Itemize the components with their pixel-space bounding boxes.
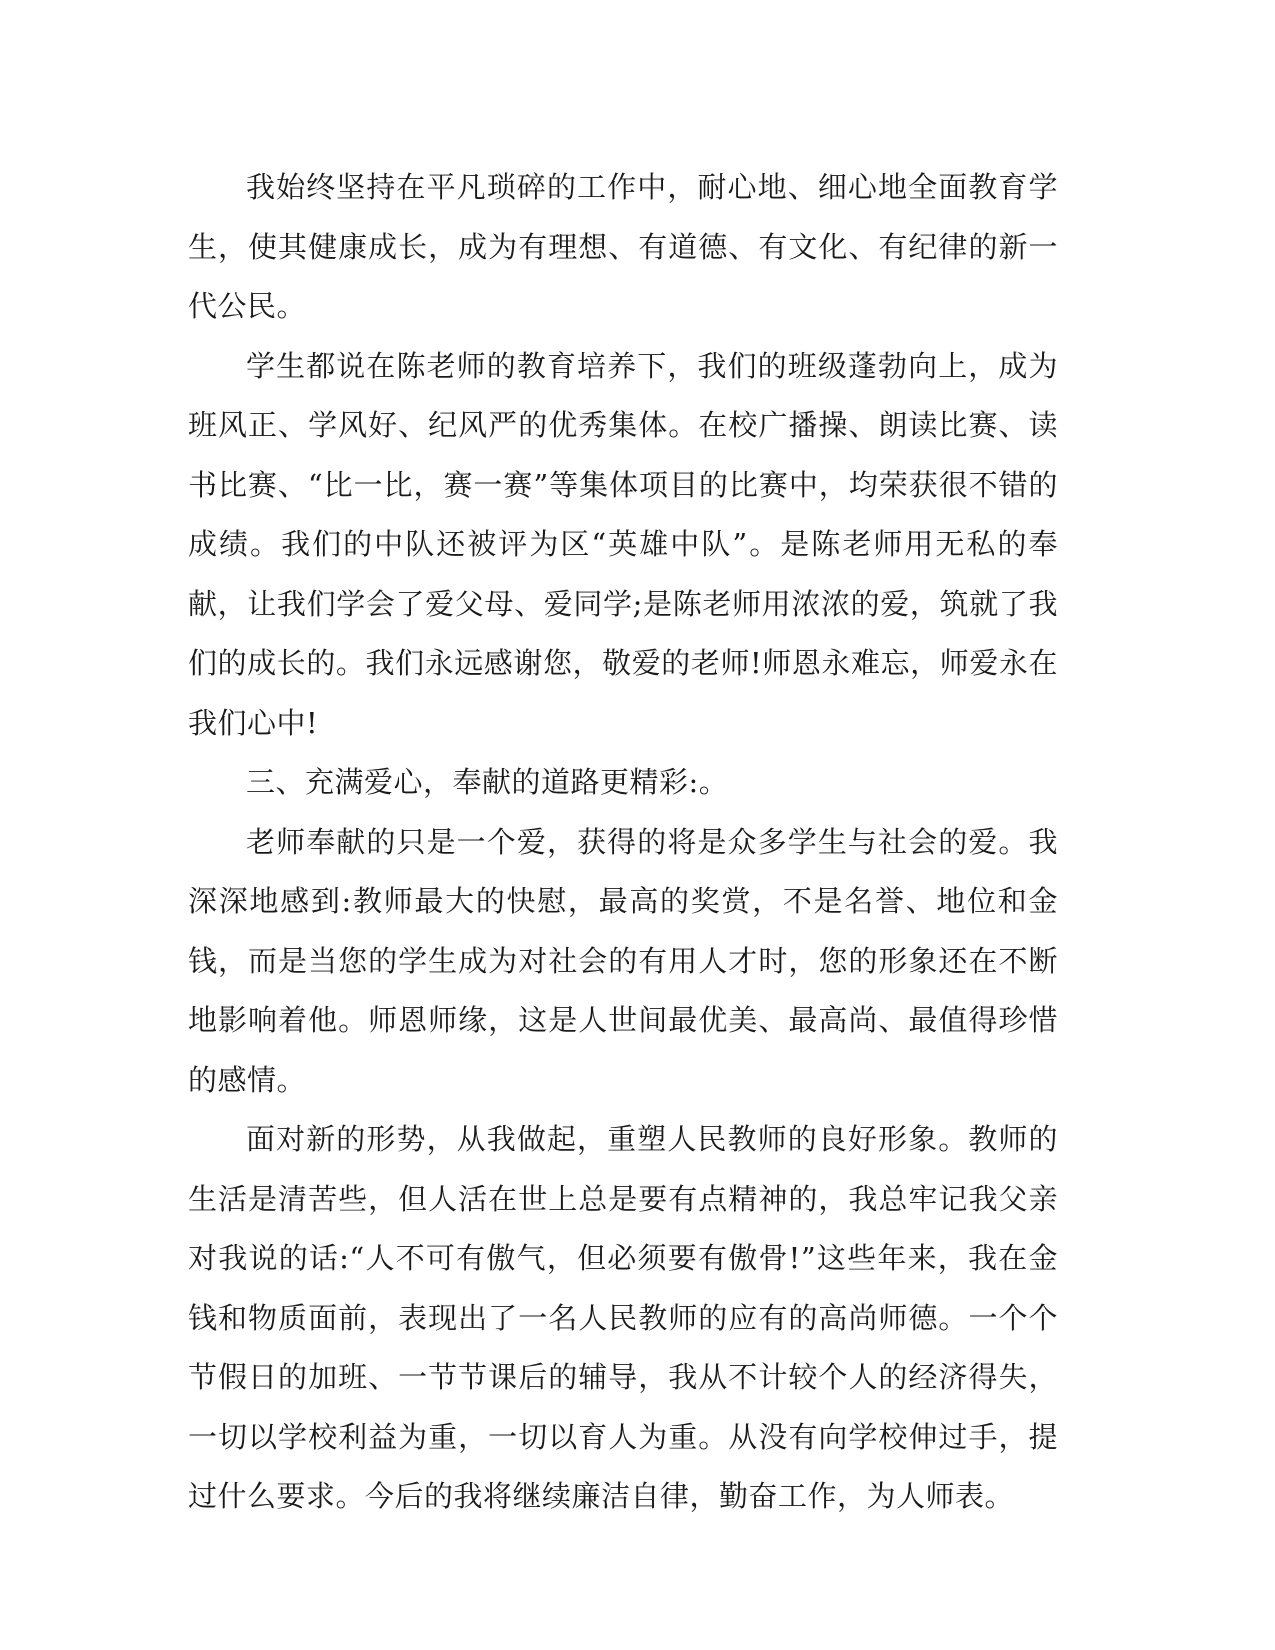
paragraph-1: 我始终坚持在平凡琐碎的工作中，耐心地、细心地全面教育学生，使其健康成长，成为有理想、有道德、有文化、有纪律的新一代公民。 — [188, 170, 1058, 323]
paragraph-4: 老师奉献的只是一个爱，获得的将是众多学生与社会的爱。我深深地感到:教师最大的快慰，最高的奖赏，不是名誉、地位和金钱，而是当您的学生成为对社会的有用人才时，您的形象还在不断地影响着他。师恩师缘，这是人世间最优美、最高尚、最值得珍惜的感情。 — [188, 824, 1058, 1097]
paragraph-5: 面对新的形势，从我做起，重塑人民教师的良好形象。教师的生活是清苦些，但人活在世上总是要有点精神的，我总牢记我父亲对我说的话:“人不可有傲气，但必须要有傲骨!”这些年来，我在金钱和物质面前，表现出了一名人民教师的应有的高尚师德。一个个节假日的加班、一节节课后的辅导，我从不计较个人的经济得失，一切以学校利益为重，一切以育人为重。从没有向学校伸过手，提过什么要求。今后的我将继续廉洁自律，勤奋工作，为人师表。 — [188, 1122, 1058, 1513]
document-body — [188, 158, 1058, 1527]
paragraph-2: 学生都说在陈老师的教育培养下，我们的班级蓬勃向上，成为班风正、学风好、纪风严的优秀集体。在校广播操、朗读比赛、读书比赛、“比一比，赛一赛”等集体项目的比赛中，均荣获很不错的成绩。我们的中队还被评为区“英雄中队”。是陈老师用无私的奉献，让我们学会了爱父母、爱同学;是陈老师用浓浓的爱，筑就了我们的成长的。我们永远感谢您，敬爱的老师!师恩永难忘，师爱永在我们心中! — [188, 348, 1058, 740]
section-heading-3: 三、充满爱心，奉献的道路更精彩:。 — [246, 765, 729, 799]
